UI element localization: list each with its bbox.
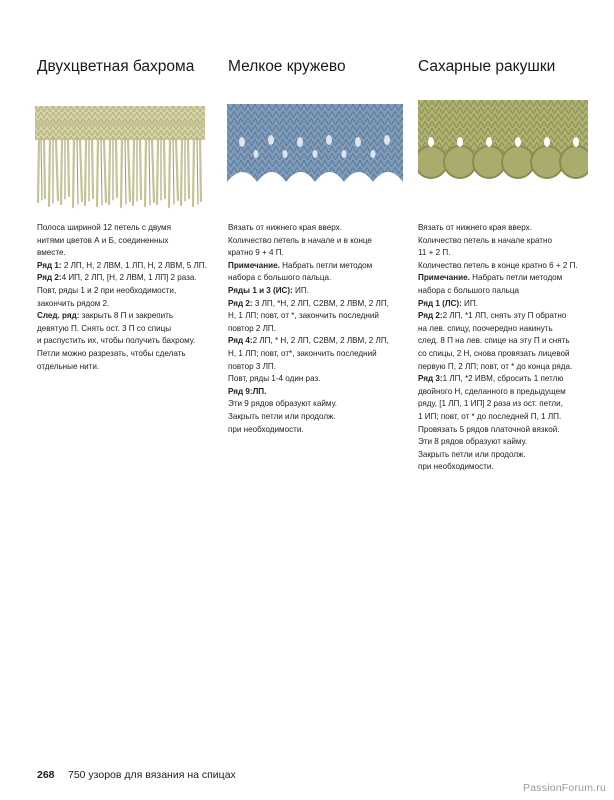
instruction-line [418,436,596,449]
instruction-text: отдельные нити. [37,361,100,371]
instruction-text: Закрыть петли или продолж. [418,449,526,459]
instruction-text: Вязать от нижнего края вверх. [418,223,532,232]
instruction-line [228,272,400,285]
instruction-text: 1 ИП; повт, от * до последней П, 1 ЛП. [418,411,562,421]
pattern-title-lace: Мелкое кружево [228,58,346,75]
book-title: 750 узоров для вязания на спицах [68,769,236,781]
instruction-line [418,373,596,386]
instruction-line [37,310,212,323]
instruction-row-label: Ряд 9:ЛП. [228,386,267,396]
instruction-text: Повт, ряды 1 и 2 при необходимости, [37,285,177,295]
instruction-line [228,222,400,235]
instruction-row-label: Примечание. [418,273,470,283]
fringe-instructions [37,222,212,373]
instruction-text: ряду, [1 ЛП, 1 ИП] 2 раза из ост. петли, [418,399,563,409]
instruction-text: девятую П. Снять ост. 3 П со спицы [37,323,172,333]
instruction-text: набора с большого пальца [418,285,520,295]
instruction-line [418,247,596,260]
instruction-text: набора с большого пальца. [228,273,332,283]
instruction-text: след. 8 П на лев. спице на эту П и снять [418,336,570,346]
instruction-row-label: Ряды 1 и 3 (ИС): [228,285,293,295]
instruction-line [418,335,596,348]
instruction-line [228,411,400,424]
instruction-line [228,247,400,260]
instruction-text: при необходимости. [418,462,494,472]
instruction-line [418,386,596,399]
instruction-line [37,335,212,348]
instruction-text: Количество петель в начале и в конце [228,235,372,245]
instruction-line [228,285,400,298]
instruction-row-label: Ряд 4: [228,336,253,346]
instruction-line [418,411,596,424]
instruction-text: при необходимости. [228,424,304,434]
instruction-text: Вязать от нижнего края вверх. [228,223,342,232]
instruction-text: со спицы, 2 Н, снова провязать лицевой [418,348,570,358]
instruction-text: Н, 1 ЛП; повт, от *, закончить последний [228,311,379,321]
instruction-row-label: Ряд 2: [418,311,443,321]
instruction-line [37,285,212,298]
instruction-row-label: Примечание. [228,260,280,270]
instruction-text: кратно 9 + 4 П. [228,248,284,258]
pattern-title-fringe: Двухцветная бахрома [37,58,195,75]
instruction-text: Закрыть петли или продолж. [228,411,336,421]
instruction-line [418,398,596,411]
instruction-text: 3 ЛП, *Н, 2 ЛП, С2ВМ, 2 ЛВМ, 2 ЛП, [252,298,389,308]
watermark: PassionForum.ru [523,782,606,794]
instruction-line [228,348,400,361]
instruction-text: ИП. [292,285,309,295]
instruction-text: и распустить их, чтобы получить бахрому. [37,336,196,346]
instruction-text: повтор 2 ЛП. [228,323,277,333]
instruction-line [228,373,400,386]
instruction-text: первую П, 2 ЛП; повт, от * до конца ряда. [418,361,573,371]
instruction-row-label: Ряд 3: [418,374,443,384]
instruction-line [418,424,596,437]
instruction-text: 2 ЛП, * Н, 2 ЛП, С2ВМ, 2 ЛВМ, 2 ЛП, [252,336,389,346]
instruction-line [228,386,400,399]
instruction-line [418,272,596,285]
instruction-text: Повт, ряды 1-4 один раз. [228,374,321,384]
instruction-text: Петли можно разрезать, чтобы сделать [37,348,186,358]
instruction-text: 2 ЛП, Н, 2 ЛВМ, 1 ЛП, Н, 2 ЛВМ, 5 ЛП. [61,260,207,270]
instruction-text: 1 ЛП, *2 ИВМ, сбросить 1 петлю [442,374,564,384]
instruction-text: Эти 8 рядов образуют кайму. [418,437,528,447]
instruction-line [37,348,212,361]
instruction-text: 2 ЛП, *1 ЛП, снять эту П обратно [442,311,567,321]
instruction-text: закончить рядом 2. [37,298,110,308]
instruction-line [228,398,400,411]
shells-instructions [418,222,596,474]
instruction-line [418,348,596,361]
instruction-line [418,235,596,248]
pattern-title-shells: Сахарные ракушки [418,58,556,75]
instruction-text: нитями цветов А и Б, соединенных [37,235,169,245]
instruction-line [228,424,400,437]
instruction-text: закрыть 8 П и закрепить [79,311,174,321]
instruction-line [37,247,212,260]
instruction-text: вместе. [37,248,66,258]
instruction-text: Количество петель в начале кратно [418,235,552,245]
instruction-line [228,323,400,336]
instruction-text: Набрать петли методом [469,273,563,283]
instruction-line [228,335,400,348]
instruction-text: на лев. спицу, поочередно накинуть [418,323,553,333]
instruction-line [37,323,212,336]
lace-swatch-image [227,104,403,196]
instruction-line [418,323,596,336]
instruction-line [37,222,212,235]
shells-swatch-image [418,100,588,195]
instruction-text: повтор 3 ЛП. [228,361,277,371]
lace-instructions [228,222,400,436]
instruction-line [228,260,400,273]
instruction-text: ИП. [461,298,478,308]
instruction-row-label: Ряд 1: [37,260,62,270]
instruction-line [418,361,596,374]
instruction-row-label: Ряд 2: [228,298,253,308]
instruction-line [418,310,596,323]
instruction-line [228,310,400,323]
instruction-line [37,298,212,311]
instruction-text: 11 + 2 П. [418,248,451,258]
instruction-line [418,449,596,462]
instruction-text: двойного Н, сделанного в предыдущем [418,386,566,396]
instruction-text: Количество петель в конце кратно 6 + 2 П. [418,260,578,270]
instruction-text: Провязать 5 рядов платочной вязкой. [418,424,560,434]
instruction-line [37,260,212,273]
instruction-text: Полоса шириной 12 петель с двумя [37,223,171,232]
instruction-line [37,235,212,248]
instruction-text: 4 ИП, 2 ЛП, [Н, 2 ЛВМ, 1 ЛП] 2 раза. [61,273,197,283]
instruction-line [228,235,400,248]
instruction-line [418,461,596,474]
fringe-swatch-image [35,106,205,210]
instruction-line [37,272,212,285]
instruction-line [37,361,212,374]
instruction-row-label: Ряд 2: [37,273,62,283]
instruction-text: Н, 1 ЛП; повт, от*, закончить последний [228,348,377,358]
instruction-line [228,361,400,374]
instruction-line [418,285,596,298]
page-number: 268 [37,769,55,781]
instruction-line [418,260,596,273]
instruction-text: Набрать петли методом [279,260,373,270]
instruction-row-label: След. ряд: [37,311,80,321]
instruction-text: Эти 9 рядов образуют кайму. [228,399,338,409]
instruction-line [418,222,596,235]
instruction-line [228,298,400,311]
instruction-line [418,298,596,311]
instruction-row-label: Ряд 1 (ЛС): [418,298,462,308]
